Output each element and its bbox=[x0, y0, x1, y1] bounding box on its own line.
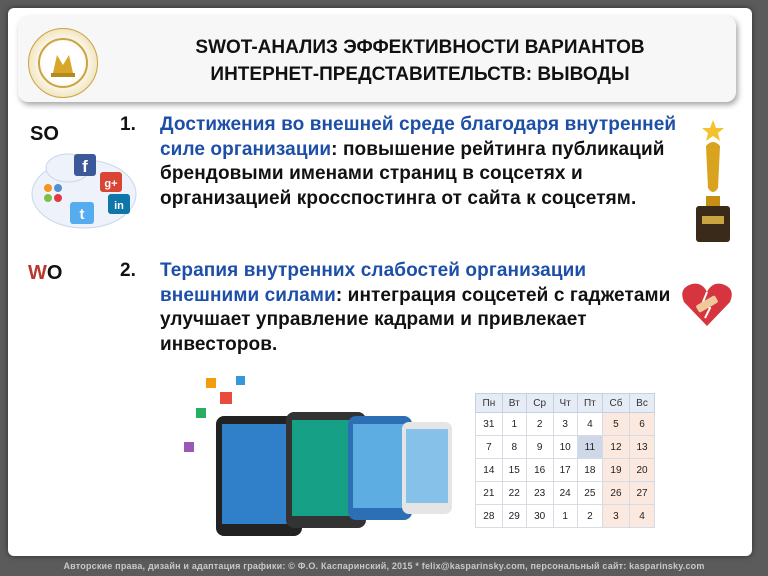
calendar-weekday-header: Сб bbox=[602, 394, 629, 413]
point-2-number: 2. bbox=[120, 260, 137, 281]
calendar-day[interactable]: 4 bbox=[630, 505, 655, 528]
wo-label bbox=[28, 262, 62, 285]
calendar-weekday-header: Пн bbox=[476, 394, 503, 413]
trophy-icon bbox=[688, 118, 738, 248]
wo-label-w: W bbox=[28, 262, 47, 284]
calendar-week-row bbox=[476, 505, 655, 528]
calendar-day[interactable]: 20 bbox=[630, 459, 655, 482]
calendar-day[interactable]: 28 bbox=[476, 505, 503, 528]
calendar-day[interactable]: 9 bbox=[526, 436, 553, 459]
point-1-rest: : повышение рейтинга публикаций брендовыми именами страниц в соцсетях и организацией кросспостинга от сайта к соцсетям. bbox=[160, 138, 665, 209]
calendar-day[interactable]: 3 bbox=[602, 505, 629, 528]
footer-copyright: Авторские права, дизайн и адаптация графики: © Ф.О. Каспаринский, 2015 * felix@kasparinsky.com, персональный сайт: kasparinsky.com bbox=[63, 561, 705, 571]
calendar-day[interactable]: 4 bbox=[577, 413, 602, 436]
point-2-text bbox=[160, 259, 690, 357]
logo-emblem bbox=[28, 28, 98, 98]
calendar-weekday-header: Ср bbox=[526, 394, 553, 413]
calendar-day[interactable]: 3 bbox=[553, 413, 577, 436]
wo-label-o: O bbox=[46, 262, 63, 284]
calendar-day[interactable]: 2 bbox=[577, 505, 602, 528]
broken-heart-icon bbox=[678, 280, 736, 330]
calendar-week-row bbox=[476, 459, 655, 482]
smartphones-icon bbox=[176, 372, 456, 542]
calendar-day[interactable]: 22 bbox=[502, 482, 526, 505]
linkedin-icon bbox=[108, 194, 130, 214]
point-2-rest: : интеграция соцсетей с гаджетами улучшает управление кадрами и привлекает инвесторов. bbox=[160, 284, 671, 355]
calendar-day[interactable]: 19 bbox=[602, 459, 629, 482]
calendar-day[interactable]: 15 bbox=[502, 459, 526, 482]
calendar-day[interactable]: 16 bbox=[526, 459, 553, 482]
calendar-weekday-header: Вт bbox=[502, 394, 526, 413]
point-1-text bbox=[160, 113, 690, 211]
calendar-day[interactable]: 1 bbox=[502, 413, 526, 436]
calendar-day[interactable]: 14 bbox=[476, 459, 503, 482]
calendar-day[interactable]: 13 bbox=[630, 436, 655, 459]
calendar-week-row bbox=[476, 436, 655, 459]
calendar-day[interactable]: 6 bbox=[630, 413, 655, 436]
calendar-day[interactable]: 12 bbox=[602, 436, 629, 459]
point-2-highlight: Терапия внутренних слабостей организации внешними силами bbox=[160, 260, 587, 306]
calendar-day[interactable]: 11 bbox=[577, 436, 602, 459]
page-title: SWOT-АНАЛИЗ ЭФФЕКТИВНОСТИ ВАРИАНТОВ ИНТЕРНЕТ-ПРЕДСТАВИТЕЛЬСТВ: ВЫВОДЫ bbox=[195, 37, 645, 85]
twitter-icon bbox=[70, 202, 94, 224]
calendar-day[interactable]: 24 bbox=[553, 482, 577, 505]
calendar-weekday-header: Вс bbox=[630, 394, 655, 413]
point-1-number: 1. bbox=[120, 114, 137, 135]
calendar-day[interactable]: 21 bbox=[476, 482, 503, 505]
facebook-icon bbox=[74, 154, 96, 176]
calendar-weekday-header: Пт bbox=[577, 394, 602, 413]
calendar-weekday-header: Чт bbox=[553, 394, 577, 413]
calendar-day[interactable]: 1 bbox=[553, 505, 577, 528]
calendar-week-row bbox=[476, 413, 655, 436]
calendar-week-row bbox=[476, 482, 655, 505]
calendar-day[interactable]: 29 bbox=[502, 505, 526, 528]
calendar-day[interactable]: 5 bbox=[602, 413, 629, 436]
calendar-day[interactable]: 26 bbox=[602, 482, 629, 505]
calendar-day[interactable]: 8 bbox=[502, 436, 526, 459]
so-label: SO bbox=[30, 123, 59, 145]
calendar-day[interactable]: 27 bbox=[630, 482, 655, 505]
point-1-highlight: Достижения во внешней среде благодаря внутренней силе организации bbox=[160, 114, 677, 160]
calendar-day[interactable]: 30 bbox=[526, 505, 553, 528]
svg-text:t: t bbox=[79, 206, 85, 223]
calendar-day[interactable]: 10 bbox=[553, 436, 577, 459]
social-network-cloud bbox=[28, 146, 140, 236]
calendar bbox=[475, 393, 655, 528]
calendar-day[interactable]: 7 bbox=[476, 436, 503, 459]
google-plus-icon bbox=[100, 172, 122, 192]
svg-text:g+: g+ bbox=[104, 178, 118, 190]
calendar-day[interactable]: 23 bbox=[526, 482, 553, 505]
calendar-day[interactable]: 17 bbox=[553, 459, 577, 482]
calendar-day[interactable]: 18 bbox=[577, 459, 602, 482]
svg-text:f: f bbox=[82, 157, 88, 176]
calendar-day[interactable]: 25 bbox=[577, 482, 602, 505]
svg-text:in: in bbox=[114, 200, 124, 212]
calendar-day[interactable]: 2 bbox=[526, 413, 553, 436]
calendar-day[interactable]: 31 bbox=[476, 413, 503, 436]
